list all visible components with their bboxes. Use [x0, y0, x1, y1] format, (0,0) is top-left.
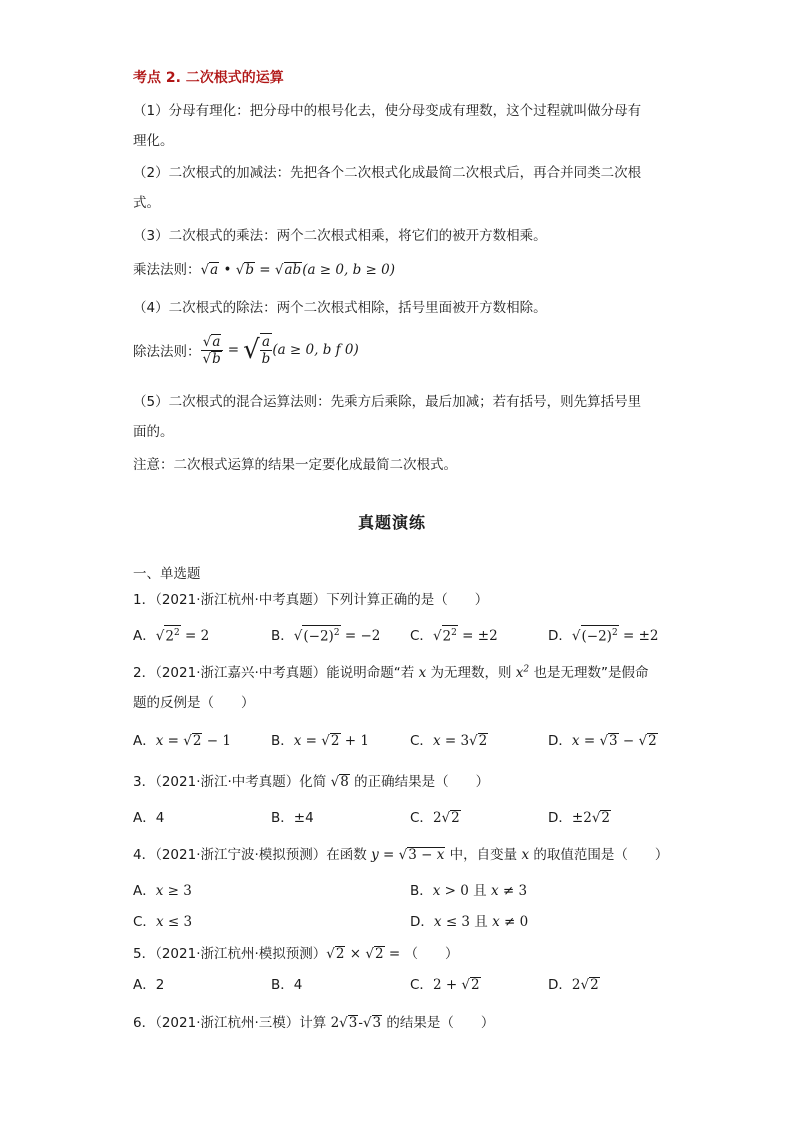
mult-rule-label: 乘法法则： [133, 262, 201, 278]
q5-option-b: B．4 [271, 977, 303, 993]
q3-option-d: D．±2√2 [548, 810, 611, 826]
rule-2-line-1: （2）二次根式的加减法：先把各个二次根式化成最简二次根式后，再合并同类二次根 [133, 165, 642, 181]
rule-5-line-1: （5）二次根式的混合运算法则：先乘方后乘除，最后加减；若有括号，则先算括号里 [133, 394, 642, 410]
rule-1-line-2: 理化。 [133, 133, 174, 149]
q6-stem: 6．（2021·浙江杭州·三模）计算 2√3-√3 的结果是（ ） [133, 1015, 495, 1031]
section-heading: 考点 2. 二次根式的运算 [133, 70, 284, 86]
q3-option-c: C．2√2 [410, 810, 460, 826]
mult-rule-formula: √a • √b = √ab [200, 262, 302, 278]
q1-option-c: C．$√2^2 = \pm 2$ [410, 624, 498, 644]
question-type: 一、单选题 [133, 566, 201, 582]
q2-option-a: A．x = √2 − 1 [133, 733, 231, 749]
q4-option-b: B．x > 0 且 x ≠ 3 [410, 883, 528, 899]
note: 注意：二次根式运算的结果一定要化成最简二次根式。 [133, 457, 457, 473]
q3-option-a: A．4 [133, 810, 165, 826]
div-rule-right-fraction: $\frac{a}{b}$ [261, 334, 271, 367]
q5-option-a: A．2 [133, 977, 165, 993]
q2-option-c: C．x = 3√2 [410, 733, 488, 749]
q1-option-b: B．$√(-2)^2 = -2$ [271, 624, 380, 644]
q1-option-a: A．$√2^2 = 2$ [133, 624, 209, 644]
q1-stem: 1．（2021·浙江杭州·中考真题）下列计算正确的是（ ） [133, 592, 489, 608]
q3-option-b: B．±4 [271, 810, 314, 826]
q5-option-c: C．2 + √2 [410, 977, 480, 993]
rule-4: （4）二次根式的除法：两个二次根式相除，括号里面被开方数相除。 [133, 300, 547, 316]
rule-5-line-2: 面的。 [133, 424, 174, 440]
rule-1-line-1: （1）分母有理化：把分母中的根号化去，使分母变成有理数，这个过程就叫做分母有 [133, 103, 642, 119]
div-rule: 除法法则： $\frac{√a}{√b}$ = √ $\frac{a}{b}$ (a ≥ 0, b f 0) [133, 333, 359, 367]
q5-option-d: D．2√2 [548, 977, 599, 993]
mult-rule [133, 258, 395, 278]
q4-option-a: A．x ≥ 3 [133, 883, 192, 899]
div-rule-label: 除法法则： [133, 344, 201, 360]
rule-2-line-2: 式。 [133, 195, 160, 211]
q1-option-d: D．$√(-2)^2 = \pm 2$ [548, 624, 658, 644]
q2-option-b: B．x = √2 + 1 [271, 733, 369, 749]
mult-rule-condition: (a ≥ 0, b ≥ 0) [302, 262, 395, 278]
div-rule-left-fraction: $\frac{√a}{√b}$ [201, 334, 224, 367]
q2-stem-line-2: 题的反例是（ ） [133, 695, 255, 711]
div-rule-condition: (a ≥ 0, b f 0) [272, 342, 359, 358]
q2-stem-line-1: 2．（2021·浙江嘉兴·中考真题）能说明命题“若 x 为无理数，则 $x^2$ 也是无理数”是假命 [133, 664, 649, 681]
q3-stem: 3．（2021·浙江·中考真题）化简 √8 的正确结果是（ ） [133, 774, 490, 790]
q4-option-d: D．x ≤ 3 且 x ≠ 0 [410, 914, 529, 930]
q4-stem: 4．（2021·浙江宁波·模拟预测）在函数 y = √3 − x 中，自变量 x 的取值范围是（ ） [133, 847, 669, 863]
practice-title: 真题演练 [358, 513, 427, 532]
q2-option-d: D．x = √3 − √2 [548, 733, 657, 749]
q4-option-c: C．x ≤ 3 [133, 914, 193, 930]
q5-stem: 5．（2021·浙江杭州·模拟预测）√2 × √2 = （ ） [133, 946, 459, 962]
rule-3: （3）二次根式的乘法：两个二次根式相乘，将它们的被开方数相乘。 [133, 228, 547, 244]
